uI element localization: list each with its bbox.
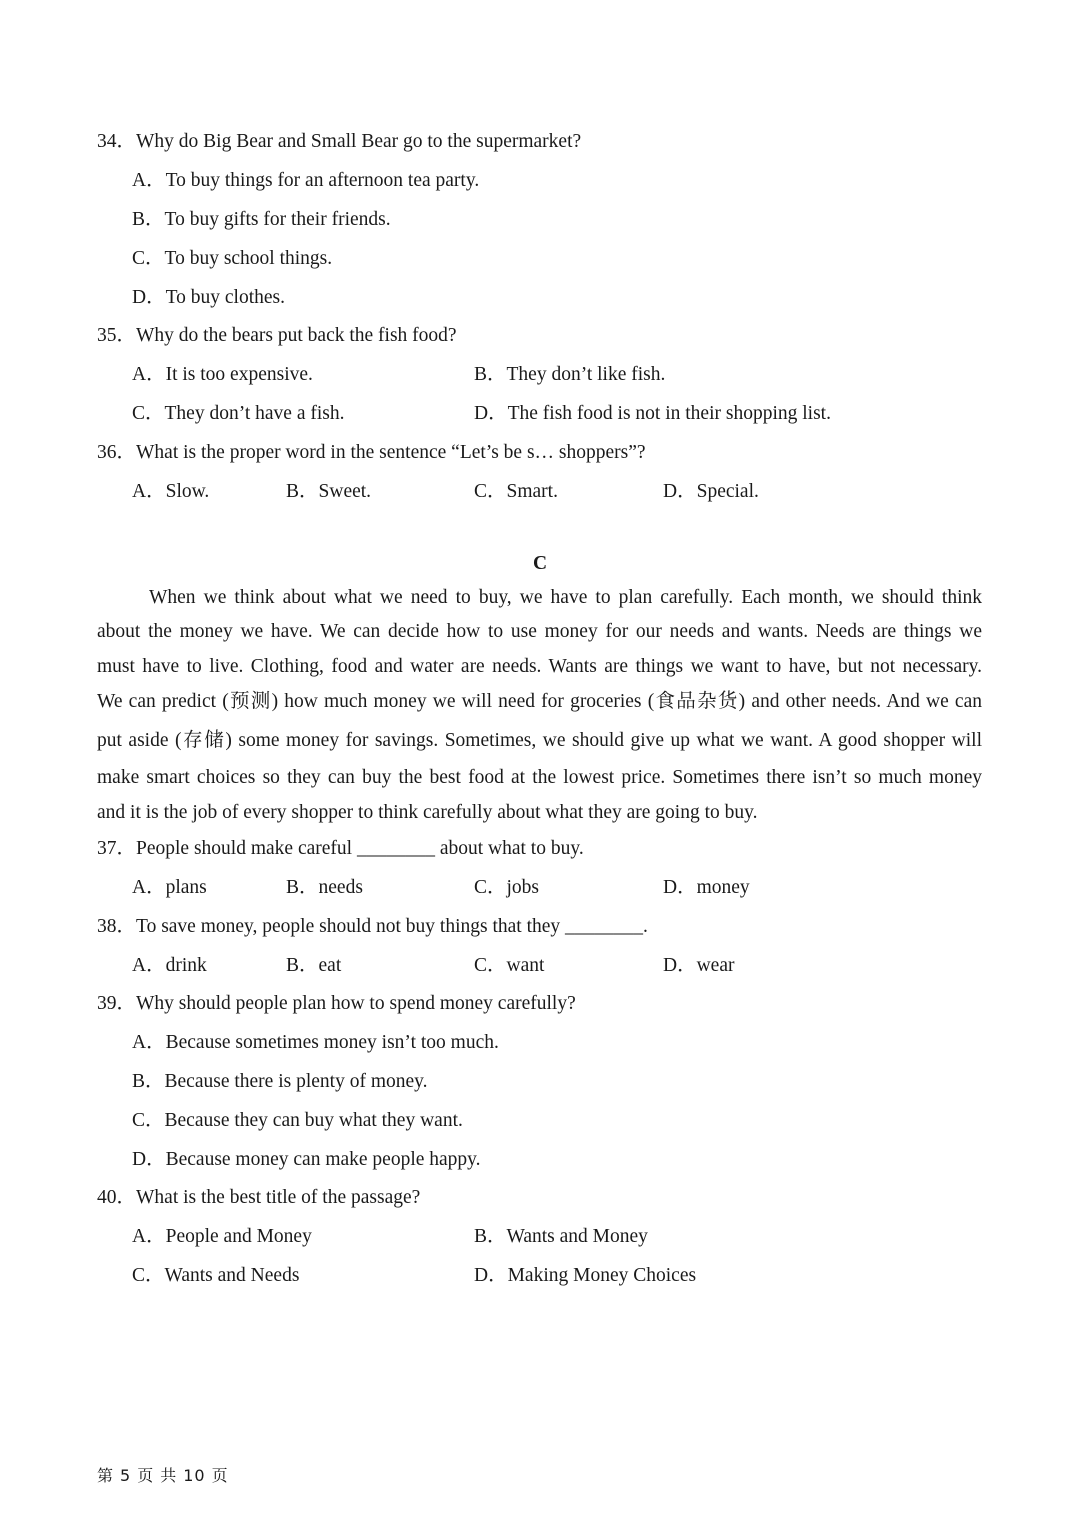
option-38-c (474, 953, 544, 979)
question-text: Why do Big Bear and Small Bear go to the supermarket? (136, 131, 582, 152)
option-text: To buy clothes. (165, 287, 286, 308)
option-letter: C． (474, 877, 507, 898)
option-39-d (132, 1147, 481, 1173)
option-letter: B． (286, 955, 319, 976)
option-text: Because money can make people happy. (165, 1149, 481, 1170)
option-letter: C． (474, 955, 507, 976)
question-39 (97, 991, 576, 1017)
option-letter: B． (286, 877, 319, 898)
option-letter: D． (663, 481, 697, 502)
option-letter: C． (132, 403, 165, 424)
question-36 (97, 440, 646, 466)
passage-line: and it is the job of every shopper to think carefully about what they are going to buy. (97, 802, 758, 823)
option-text: Sweet. (318, 481, 372, 502)
option-40-c (132, 1263, 299, 1289)
option-36-c (474, 479, 558, 505)
question-number: 39． (97, 993, 137, 1014)
option-text: Slow. (165, 481, 210, 502)
option-letter: C． (132, 1110, 165, 1131)
option-37-c (474, 875, 539, 901)
option-letter: D． (474, 403, 508, 424)
option-letter: D． (663, 955, 697, 976)
footer-total-prefix: 共 (160, 1466, 178, 1485)
option-35-a (132, 362, 313, 388)
option-text: Because sometimes money isn’t too much. (165, 1032, 499, 1053)
option-letter: C． (132, 248, 165, 269)
option-39-c (132, 1108, 463, 1134)
option-text: plans (165, 877, 207, 898)
option-text: It is too expensive. (165, 364, 313, 385)
passage-line: must have to live. Clothing, food and water are needs. Wants are things we want to have, but not necessary. (97, 656, 982, 677)
passage-line: make smart choices so they can buy the best food at the lowest price. Sometimes there isn’t so much money (97, 767, 982, 788)
question-text: People should make careful ________ about what to buy. (136, 838, 584, 859)
question-number: 37． (97, 838, 137, 859)
option-letter: B． (132, 1071, 165, 1092)
question-35 (97, 323, 457, 349)
option-text: needs (318, 877, 363, 898)
option-text: Because they can buy what they want. (164, 1110, 463, 1131)
option-40-b (474, 1224, 648, 1250)
option-text: They don’t have a fish. (164, 403, 345, 424)
option-letter: A． (132, 481, 166, 502)
option-letter: D． (663, 877, 697, 898)
option-38-b (286, 953, 341, 979)
option-34-c (132, 246, 332, 272)
option-39-a (132, 1030, 499, 1056)
option-text: People and Money (165, 1226, 312, 1247)
question-number: 40． (97, 1187, 137, 1208)
option-text: Smart. (506, 481, 558, 502)
option-text: The fish food is not in their shopping list. (507, 403, 831, 424)
option-letter: A． (132, 364, 166, 385)
option-38-a (132, 953, 207, 979)
option-text: Because there is plenty of money. (164, 1071, 428, 1092)
question-text: To save money, people should not buy things that they ________. (136, 916, 648, 937)
passage-line: When we think about what we need to buy, we have to plan carefully. Each month, we should think (149, 587, 982, 608)
option-text: wear (696, 955, 735, 976)
option-letter: D． (474, 1265, 508, 1286)
question-number: 34． (97, 131, 137, 152)
option-35-b (474, 362, 665, 388)
question-number: 38． (97, 916, 137, 937)
page-footer (97, 1465, 235, 1487)
option-35-c (132, 401, 344, 427)
option-letter: D． (132, 1149, 166, 1170)
option-text: want (506, 955, 545, 976)
option-text: jobs (506, 877, 540, 898)
passage-line: We can predict (预测) how much money we will need for groceries (食品杂货) and other needs. And we can (97, 691, 982, 712)
option-letter: A． (132, 877, 166, 898)
option-letter: B． (132, 209, 165, 230)
option-38-d (663, 953, 734, 979)
option-40-a (132, 1224, 312, 1250)
question-text: Why should people plan how to spend money carefully? (136, 993, 576, 1014)
option-letter: A． (132, 170, 166, 191)
option-text: Wants and Needs (164, 1265, 300, 1286)
option-34-d (132, 285, 285, 311)
option-letter: A． (132, 1032, 166, 1053)
option-34-b (132, 207, 391, 233)
option-text: To buy school things. (164, 248, 333, 269)
option-36-b (286, 479, 371, 505)
section-heading: C (532, 553, 548, 574)
footer-total-unit: 页 (211, 1466, 229, 1485)
option-text: Special. (696, 481, 759, 502)
passage-line: about the money we have. We can decide how to use money for our needs and wants. Needs are things we (97, 621, 982, 642)
option-40-d (474, 1263, 696, 1289)
question-text: What is the proper word in the sentence “Let’s be s… shoppers”? (136, 442, 646, 463)
option-text: Making Money Choices (507, 1265, 697, 1286)
option-text: money (696, 877, 750, 898)
footer-prefix: 第 (97, 1466, 115, 1485)
option-letter: A． (132, 955, 166, 976)
option-text: eat (318, 955, 342, 976)
option-letter: D． (132, 287, 166, 308)
footer-total-pages: 10 (183, 1466, 206, 1485)
option-letter: C． (132, 1265, 165, 1286)
question-number: 35． (97, 325, 137, 346)
option-39-b (132, 1069, 428, 1095)
question-text: What is the best title of the passage? (136, 1187, 421, 1208)
option-36-a (132, 479, 209, 505)
option-text: To buy things for an afternoon tea party. (165, 170, 480, 191)
option-37-a (132, 875, 207, 901)
option-letter: B． (286, 481, 319, 502)
option-letter: B． (474, 364, 507, 385)
option-letter: B． (474, 1226, 507, 1247)
option-34-a (132, 168, 479, 194)
footer-current-page: 5 (120, 1466, 132, 1485)
passage-line: put aside (存储) some money for savings. Sometimes, we should give up what we want. A good shopper will (97, 730, 982, 751)
question-37 (97, 836, 584, 862)
footer-page-unit: 页 (137, 1466, 155, 1485)
question-38 (97, 914, 648, 940)
option-35-d (474, 401, 831, 427)
question-40 (97, 1185, 420, 1211)
option-text: They don’t like fish. (506, 364, 666, 385)
option-37-d (663, 875, 750, 901)
option-text: To buy gifts for their friends. (164, 209, 391, 230)
question-text: Why do the bears put back the fish food? (136, 325, 457, 346)
question-number: 36． (97, 442, 137, 463)
option-37-b (286, 875, 363, 901)
option-text: drink (165, 955, 207, 976)
option-36-d (663, 479, 759, 505)
question-34 (97, 129, 581, 155)
option-letter: C． (474, 481, 507, 502)
option-letter: A． (132, 1226, 166, 1247)
option-text: Wants and Money (506, 1226, 648, 1247)
